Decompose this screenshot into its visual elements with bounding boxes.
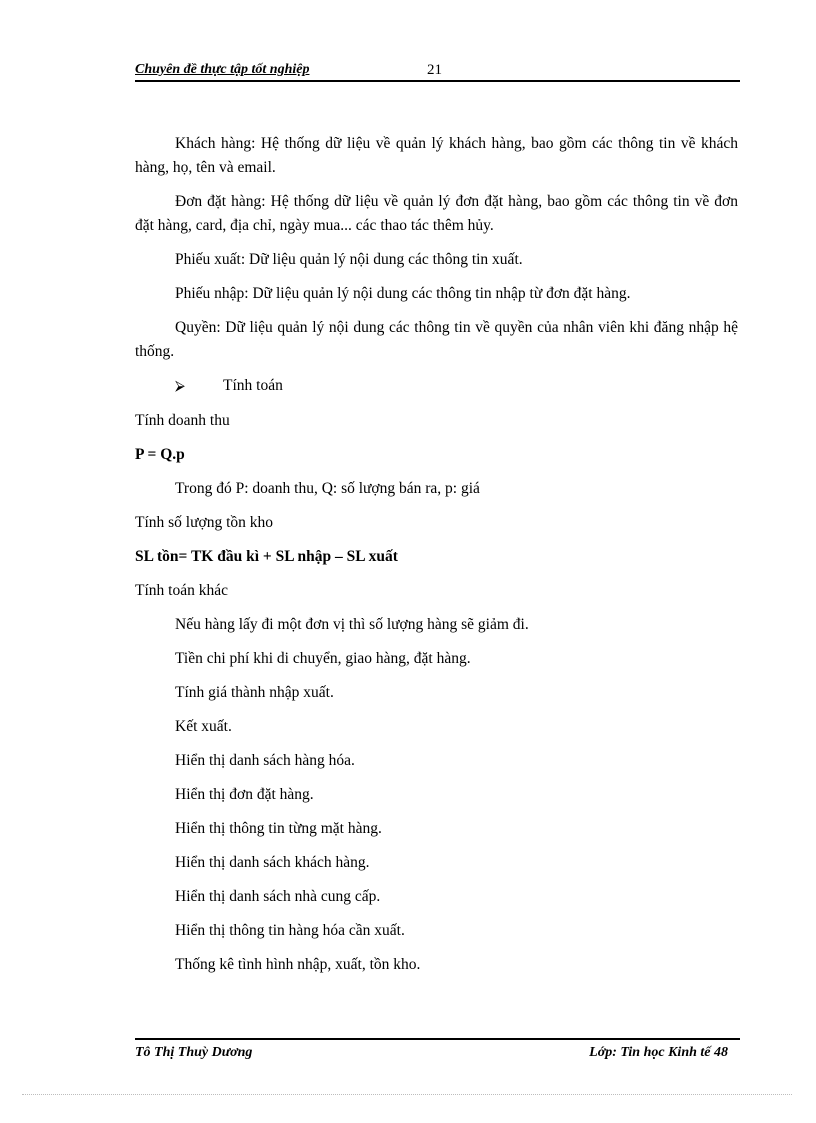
list-item: Nếu hàng lấy đi một đơn vị thì số lượng hàng sẽ giảm đi. xyxy=(175,616,529,633)
header-title: Chuyên đề thực tập tốt nghiệp xyxy=(135,62,310,77)
page-footer xyxy=(135,1038,740,1064)
revenue-note: Trong đó P: doanh thu, Q: số lượng bán ra, p: giá xyxy=(175,480,480,497)
list-item: Hiển thị thông tin từng mặt hàng. xyxy=(175,820,382,837)
list-item: Tính giá thành nhập xuất. xyxy=(175,684,334,701)
revenue-heading: Tính doanh thu xyxy=(135,412,230,429)
stock-formula: SL tồn= TK đầu kì + SL nhập – SL xuất xyxy=(135,548,398,565)
page-number: 21 xyxy=(427,62,442,78)
list-item: Hiển thị đơn đặt hàng. xyxy=(175,786,314,803)
list-item: Kết xuất. xyxy=(175,718,232,735)
paragraph-permissions: Quyền: Dữ liệu quản lý nội dung các thông tin về quyền của nhân viên khi đăng nhập hệ thống. xyxy=(135,319,738,360)
paragraph-export-slip: Phiếu xuất: Dữ liệu quản lý nội dung các thông tin xuất. xyxy=(175,251,523,268)
page-header xyxy=(135,60,740,82)
paragraph-orders: Đơn đặt hàng: Hệ thống dữ liệu về quản lý đơn đặt hàng, bao gồm các thông tin về đơn đặt hàng, card, địa chỉ, ngày mua... các thao tác thêm hủy. xyxy=(135,193,738,234)
stock-heading: Tính số lượng tồn kho xyxy=(135,514,274,531)
paragraph-customers: Khách hàng: Hệ thống dữ liệu về quản lý khách hàng, bao gồm các thông tin về khách hàng, họ, tên và email. xyxy=(135,135,738,176)
footer-class: Lớp: Tin học Kinh tế 48 xyxy=(589,1045,728,1060)
page-body xyxy=(135,132,738,987)
bullet-label: Tính toán xyxy=(223,377,283,394)
list-item: Hiển thị danh sách hàng hóa. xyxy=(175,752,355,769)
page-boundary-divider xyxy=(22,1094,792,1095)
other-heading: Tính toán khác xyxy=(135,582,228,599)
list-item: Thống kê tình hình nhập, xuất, tồn kho. xyxy=(175,956,421,973)
footer-author: Tô Thị Thuỳ Dương xyxy=(135,1045,253,1060)
list-item: Hiển thị danh sách khách hàng. xyxy=(175,854,370,871)
list-item: Tiền chi phí khi di chuyển, giao hàng, đặt hàng. xyxy=(175,650,471,667)
bullet-calculation xyxy=(135,374,738,399)
list-item: Hiển thị thông tin hàng hóa cần xuất. xyxy=(175,922,405,939)
list-item: Hiển thị danh sách nhà cung cấp. xyxy=(175,888,381,905)
revenue-formula: P = Q.p xyxy=(135,446,185,463)
paragraph-import-slip: Phiếu nhập: Dữ liệu quản lý nội dung các thông tin nhập từ đơn đặt hàng. xyxy=(175,285,631,302)
arrow-bullet-icon: ⮚ xyxy=(175,379,185,394)
